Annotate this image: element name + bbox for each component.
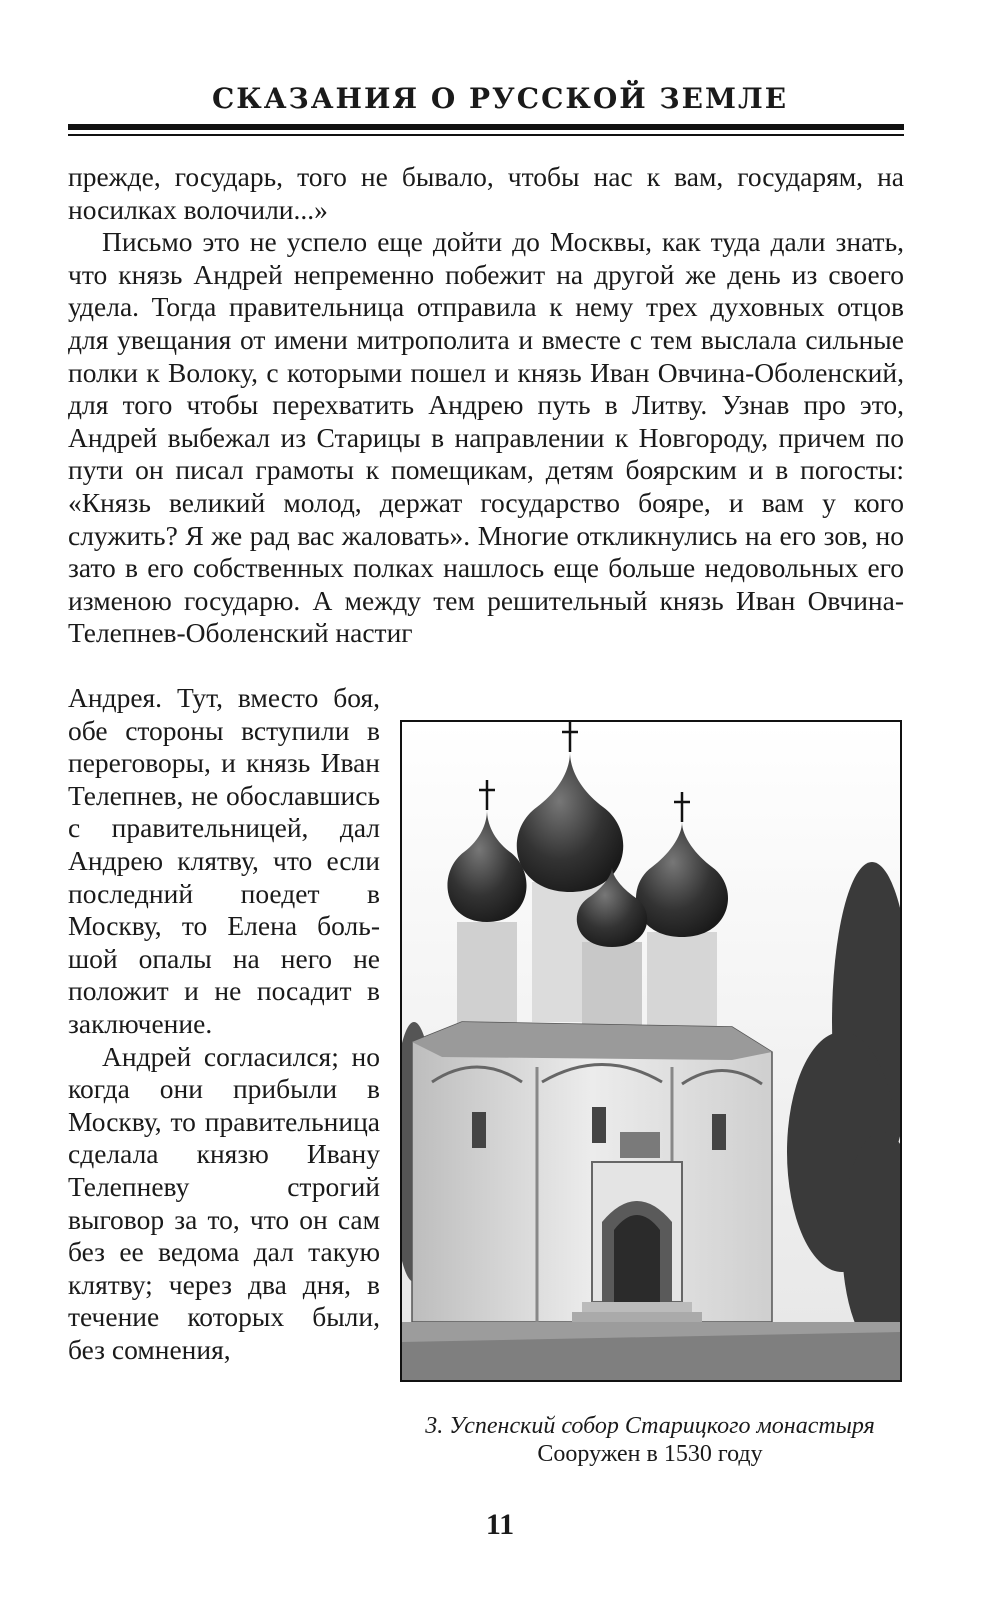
paragraph-2-text-full: Письмо это не успело еще дойти до Москвы, как туда дали знать, что князь Андрей непременно побежит на другой же день из своего удела. Тогда правительница отправила к нему трех духовных отцов для увещания от имени митрополита и вместе с тем выслала сильные полки к Волоку, с которыми пошел и князь Иван Овчина-Оболенский, для того чтобы перехватить Андрею путь в Литву. Узнав про это, Андрей выбежал из Старицы в направлении к Новгороду, причем по пути он писал грамоты к помещикам, детям боярским и в погосты: «Князь великий молод, держат государство бояре, и вам у кого служить? Я же рад вас жаловать». Многие откликнулись на его зов, но зато в его собственных полках нашлось еще больше недовольных его изменою государю. А между тем решительный князь Иван Овчина-Телепнев-Оболенский настиг [68, 226, 904, 649]
body-text-column [68, 682, 380, 1366]
paragraph-3 [68, 1041, 380, 1367]
figure-caption-subtitle: Сооружен в 1530 году [537, 1441, 763, 1467]
header-rule-thick [68, 124, 904, 130]
cathedral-illustration [400, 720, 902, 1382]
paragraph-3-text: Андрей согласился; но когда они прибыли в Москву, то правительница сделала князю Ивану Телепневу строгий выговор за то, что он сам без ее ведома дал такую клятву; через два дня, в течение которых были, без сомнения, [68, 1040, 380, 1365]
page-number: 11 [485, 1508, 515, 1541]
figure-caption-title: 3. Успенский собор Старицкого монастыря [425, 1413, 875, 1439]
paragraph-1-text: прежде, государь, того не бывало, чтобы нас к вам, государям, на носилках волочили...» [68, 161, 904, 225]
paragraph-2 [68, 226, 904, 650]
paragraph-1 [68, 161, 904, 226]
figure-caption [380, 1412, 920, 1468]
paragraph-2-continued [68, 682, 380, 1041]
body-text-full [68, 161, 904, 650]
running-title: СКАЗАНИЯ О РУССКОЙ ЗЕМЛЕ [211, 82, 789, 115]
header-rule-thin [68, 134, 904, 136]
paragraph-2-text-column: Андрея. Тут, вместо боя, обе стороны вступили в переговоры, и князь Иван Телепнев, не обославшись с правительницей, дал Андрею клятву, что если последний поедет в Москву, то Елена большой опалы на него не положит и не посадит в заключение. [68, 682, 380, 1039]
